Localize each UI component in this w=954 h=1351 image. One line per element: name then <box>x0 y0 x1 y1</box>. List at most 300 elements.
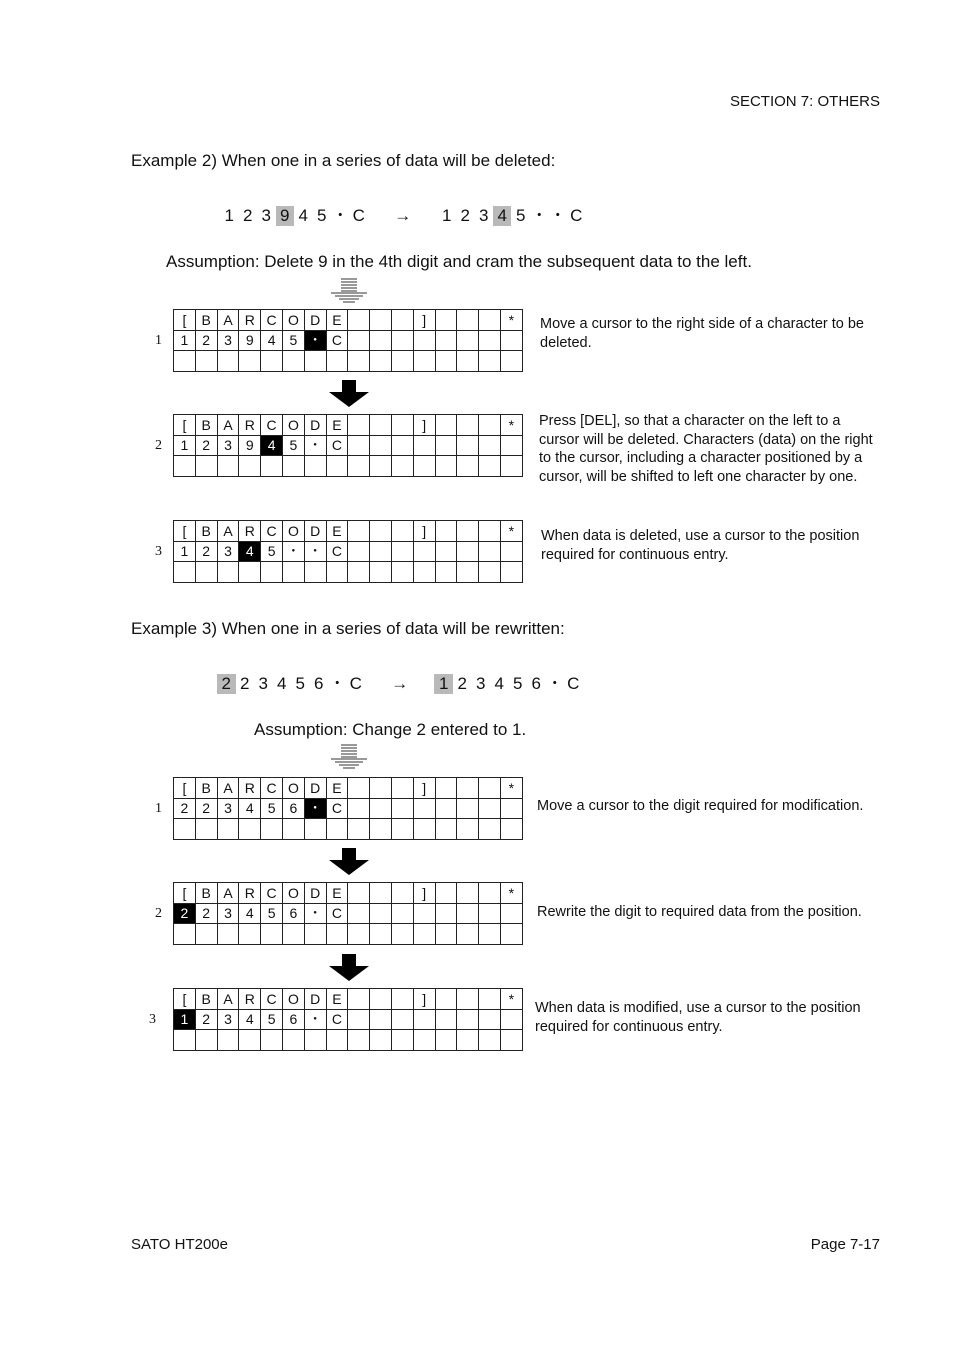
lcd-cell: 3 <box>217 798 239 819</box>
lcd-cell <box>413 819 435 840</box>
lcd-cell <box>174 562 196 583</box>
lcd-cell <box>348 541 370 562</box>
lcd-cell: * <box>500 521 522 542</box>
lcd-cell <box>391 435 413 456</box>
sequence-char: 3 <box>261 206 271 225</box>
lcd-cell <box>217 456 239 477</box>
example2-assumption: Assumption: Delete 9 in the 4th digit and cram the subsequent data to the left. <box>166 252 752 271</box>
sequence-char: C <box>567 674 580 693</box>
lcd-cell <box>435 415 457 436</box>
lcd-cell <box>348 989 370 1010</box>
lcd-cell <box>195 924 217 945</box>
striped-down-arrow-icon <box>327 743 371 771</box>
lcd-cell <box>479 415 501 436</box>
lcd-cell <box>348 924 370 945</box>
step-description: Move a cursor to the digit required for modification. <box>537 798 864 814</box>
down-arrow-icon <box>327 954 371 982</box>
example3-sequence-before <box>217 669 365 694</box>
lcd-cell: 2 <box>195 330 217 351</box>
example3-title: Example 3) When one in a series of data will be rewritten: <box>131 619 565 638</box>
lcd-row <box>174 562 523 583</box>
lcd-cell: ] <box>413 989 435 1010</box>
lcd-cell <box>457 521 479 542</box>
lcd-cell <box>370 798 392 819</box>
sequence-char: 4 <box>298 206 308 225</box>
lcd-cell <box>217 1030 239 1051</box>
lcd-cell: 5 <box>261 903 283 924</box>
footer-page-number: Page 7-17 <box>810 1236 880 1253</box>
lcd-cell <box>391 924 413 945</box>
lcd-row <box>174 521 523 542</box>
lcd-cell <box>282 1030 304 1051</box>
lcd-cell: E <box>326 883 348 904</box>
lcd-cell: C <box>261 778 283 799</box>
lcd-cell <box>304 924 326 945</box>
lcd-cell <box>217 924 239 945</box>
lcd-cell <box>282 924 304 945</box>
lcd-cell: R <box>239 989 261 1010</box>
lcd-cell <box>217 351 239 372</box>
lcd-cell <box>370 562 392 583</box>
lcd-cell <box>174 351 196 372</box>
step-description: Press [DEL], so that a character on the left to a cursor will be deleted. Characters (data) on the right to the cursor, including a character positioned by a cursor, will be shifted to left one character by one. <box>539 413 873 485</box>
lcd-cell <box>457 989 479 1010</box>
lcd-cursor-cell: 2 <box>174 903 196 924</box>
lcd-cell: 2 <box>174 798 196 819</box>
lcd-cell <box>500 456 522 477</box>
lcd-cell <box>348 562 370 583</box>
lcd-cell <box>435 310 457 331</box>
lcd-cell <box>457 541 479 562</box>
lcd-cell: A <box>217 310 239 331</box>
lcd-cell: D <box>304 883 326 904</box>
lcd-cursor-cell: ・ <box>304 330 326 351</box>
lcd-cell: E <box>326 989 348 1010</box>
lcd-cell: * <box>500 989 522 1010</box>
lcd-cell: * <box>500 415 522 436</box>
lcd-screen-grid <box>173 988 523 1051</box>
lcd-cell: 1 <box>174 541 196 562</box>
striped-down-arrow-icon <box>327 277 371 305</box>
lcd-cell <box>326 351 348 372</box>
lcd-screen-grid <box>173 414 523 477</box>
lcd-cell <box>261 1030 283 1051</box>
lcd-cell <box>348 819 370 840</box>
lcd-cell: 3 <box>217 330 239 351</box>
lcd-cell: O <box>282 521 304 542</box>
down-arrow-icon <box>327 848 371 876</box>
lcd-cell <box>348 1030 370 1051</box>
sequence-char: 1 <box>224 206 234 225</box>
lcd-row <box>174 924 523 945</box>
lcd-cell <box>391 1030 413 1051</box>
lcd-cell: E <box>326 415 348 436</box>
lcd-cell <box>435 778 457 799</box>
lcd-cell <box>435 819 457 840</box>
lcd-cell <box>457 924 479 945</box>
lcd-cell <box>261 819 283 840</box>
lcd-cell: 6 <box>282 798 304 819</box>
lcd-cell <box>457 330 479 351</box>
lcd-cell <box>195 562 217 583</box>
lcd-cell <box>457 310 479 331</box>
sequence-char: 3 <box>475 674 486 693</box>
lcd-cell <box>261 562 283 583</box>
step-description: When data is modified, use a cursor to the position required for continuous entry. <box>535 1000 861 1035</box>
lcd-cell <box>282 562 304 583</box>
lcd-cell <box>326 1030 348 1051</box>
lcd-cell <box>239 351 261 372</box>
lcd-cell <box>348 330 370 351</box>
sequence-char: C <box>570 206 583 225</box>
lcd-cell <box>479 521 501 542</box>
lcd-cell <box>457 819 479 840</box>
sequence-char: C <box>352 206 365 225</box>
lcd-row <box>174 310 523 331</box>
lcd-cell <box>370 541 392 562</box>
lcd-cell <box>391 798 413 819</box>
lcd-cell: 6 <box>282 1009 304 1030</box>
example3-assumption: Assumption: Change 2 entered to 1. <box>254 720 527 739</box>
lcd-cell <box>435 903 457 924</box>
lcd-cell <box>370 415 392 436</box>
lcd-cell <box>413 562 435 583</box>
lcd-cell: C <box>326 435 348 456</box>
sequence-char: 2 <box>457 674 467 693</box>
arrow-right-icon: → <box>391 674 409 693</box>
lcd-cell: 3 <box>217 1009 239 1030</box>
lcd-cell: 5 <box>261 541 283 562</box>
lcd-cell: O <box>282 310 304 331</box>
lcd-cell <box>500 924 522 945</box>
lcd-cell: 2 <box>195 1009 217 1030</box>
lcd-row <box>174 1009 523 1030</box>
lcd-cell <box>174 456 196 477</box>
lcd-row <box>174 330 523 351</box>
lcd-cell: 5 <box>282 435 304 456</box>
lcd-cell: B <box>195 310 217 331</box>
lcd-row <box>174 819 523 840</box>
lcd-cell: D <box>304 310 326 331</box>
lcd-cell <box>174 819 196 840</box>
lcd-cell <box>413 1030 435 1051</box>
lcd-row <box>174 456 523 477</box>
lcd-cell <box>435 798 457 819</box>
lcd-cell <box>282 351 304 372</box>
lcd-cell <box>348 778 370 799</box>
lcd-cell <box>174 1030 196 1051</box>
lcd-cell <box>457 798 479 819</box>
lcd-cell <box>391 415 413 436</box>
lcd-cell: [ <box>174 778 196 799</box>
sequence-char: 2 <box>460 206 470 225</box>
lcd-cell: 3 <box>217 541 239 562</box>
sequence-char: 2 <box>240 674 250 693</box>
lcd-cell <box>500 903 522 924</box>
lcd-cell <box>457 1030 479 1051</box>
lcd-cell <box>479 562 501 583</box>
lcd-row <box>174 351 523 372</box>
sequence-char: 6 <box>531 674 541 693</box>
lcd-cell <box>391 330 413 351</box>
lcd-cell: ] <box>413 415 435 436</box>
step-description: Move a cursor to the right side of a character to be deleted. <box>540 316 864 351</box>
lcd-cell <box>391 456 413 477</box>
lcd-cell <box>457 415 479 436</box>
lcd-cell <box>479 903 501 924</box>
lcd-cell <box>239 456 261 477</box>
lcd-cell: C <box>326 541 348 562</box>
lcd-cell <box>370 330 392 351</box>
lcd-cell <box>391 310 413 331</box>
lcd-cell <box>479 310 501 331</box>
sequence-char: ・ <box>530 206 548 225</box>
lcd-cell <box>457 456 479 477</box>
lcd-cursor-cell: 1 <box>174 1009 196 1030</box>
sequence-char: 1 <box>441 206 452 225</box>
lcd-cell <box>195 1030 217 1051</box>
lcd-cell <box>413 1009 435 1030</box>
lcd-cell: O <box>282 415 304 436</box>
lcd-cell <box>304 456 326 477</box>
lcd-cell <box>370 351 392 372</box>
lcd-cell <box>435 330 457 351</box>
lcd-cell <box>304 351 326 372</box>
lcd-cell <box>348 310 370 331</box>
lcd-cell: 6 <box>282 903 304 924</box>
sequence-char: 1 <box>434 674 453 694</box>
lcd-cell <box>391 819 413 840</box>
sequence-char: 6 <box>314 674 324 693</box>
lcd-cell: 2 <box>195 435 217 456</box>
sequence-char: 2 <box>243 206 253 225</box>
lcd-cell <box>370 521 392 542</box>
example2-sequence <box>220 201 585 226</box>
lcd-cell: [ <box>174 310 196 331</box>
lcd-cell <box>479 1009 501 1030</box>
lcd-cell: A <box>217 883 239 904</box>
lcd-cursor-cell: ・ <box>304 798 326 819</box>
sequence-char: 9 <box>276 206 295 226</box>
lcd-cell: R <box>239 778 261 799</box>
lcd-cell <box>391 778 413 799</box>
example2-sequence-after <box>437 201 585 226</box>
lcd-cell: A <box>217 989 239 1010</box>
lcd-cell: 2 <box>195 541 217 562</box>
step-number: 2 <box>155 906 162 921</box>
lcd-cell <box>435 562 457 583</box>
lcd-cell <box>457 1009 479 1030</box>
sequence-char: 5 <box>317 206 327 225</box>
sequence-char: ・ <box>549 206 567 225</box>
lcd-cell <box>413 456 435 477</box>
lcd-cell <box>217 562 239 583</box>
lcd-cell <box>500 798 522 819</box>
lcd-cell <box>348 798 370 819</box>
lcd-cell <box>479 798 501 819</box>
lcd-cell <box>348 435 370 456</box>
sequence-char: C <box>349 674 362 693</box>
lcd-cell <box>500 541 522 562</box>
lcd-cell: 9 <box>239 435 261 456</box>
lcd-cell <box>435 435 457 456</box>
step-number: 3 <box>149 1012 156 1027</box>
sequence-char: 3 <box>258 674 268 693</box>
lcd-cell: A <box>217 415 239 436</box>
lcd-cell: ] <box>413 310 435 331</box>
lcd-cell <box>500 351 522 372</box>
lcd-cell: A <box>217 521 239 542</box>
lcd-cell: 9 <box>239 330 261 351</box>
lcd-cell: A <box>217 778 239 799</box>
lcd-cell <box>239 1030 261 1051</box>
lcd-screen-grid <box>173 882 523 945</box>
lcd-cell: 2 <box>195 903 217 924</box>
lcd-cell <box>261 351 283 372</box>
lcd-cell <box>413 798 435 819</box>
lcd-cell: 4 <box>239 798 261 819</box>
lcd-cell <box>348 903 370 924</box>
lcd-cell: 5 <box>261 1009 283 1030</box>
lcd-row <box>174 1030 523 1051</box>
lcd-cell: ] <box>413 883 435 904</box>
lcd-cell: C <box>326 1009 348 1030</box>
lcd-cell: C <box>261 989 283 1010</box>
section-header: SECTION 7: OTHERS <box>729 93 880 110</box>
lcd-cell <box>326 819 348 840</box>
lcd-cell <box>326 456 348 477</box>
lcd-cell <box>457 778 479 799</box>
lcd-cell <box>348 521 370 542</box>
step-number: 2 <box>155 438 162 453</box>
step-number: 3 <box>155 544 162 559</box>
lcd-cell <box>348 883 370 904</box>
lcd-cell: [ <box>174 883 196 904</box>
lcd-cursor-cell: 4 <box>239 541 261 562</box>
lcd-cell <box>413 541 435 562</box>
lcd-cell <box>413 435 435 456</box>
lcd-cell <box>479 778 501 799</box>
lcd-cell <box>479 435 501 456</box>
lcd-cell: D <box>304 778 326 799</box>
lcd-cell <box>370 924 392 945</box>
lcd-cell: C <box>326 903 348 924</box>
lcd-cell <box>391 521 413 542</box>
lcd-cell: E <box>326 778 348 799</box>
lcd-cell: C <box>261 415 283 436</box>
lcd-cell <box>500 1009 522 1030</box>
lcd-cell <box>391 562 413 583</box>
lcd-cell: 3 <box>217 435 239 456</box>
step-description: When data is deleted, use a cursor to the position required for continuous entry. <box>541 528 860 563</box>
lcd-cell <box>500 1030 522 1051</box>
lcd-cell <box>370 819 392 840</box>
lcd-cell <box>500 819 522 840</box>
lcd-cell <box>239 562 261 583</box>
lcd-cell <box>435 883 457 904</box>
lcd-cell: 5 <box>282 330 304 351</box>
lcd-cell <box>500 435 522 456</box>
sequence-char: ・ <box>546 674 564 693</box>
lcd-cell: * <box>500 883 522 904</box>
lcd-cursor-cell: 4 <box>261 435 283 456</box>
lcd-cell <box>500 330 522 351</box>
lcd-cell <box>413 924 435 945</box>
lcd-cell: ・ <box>304 1009 326 1030</box>
lcd-screen-grid <box>173 777 523 840</box>
lcd-cell <box>370 1030 392 1051</box>
lcd-cell <box>457 435 479 456</box>
lcd-cell <box>304 562 326 583</box>
lcd-cell <box>326 562 348 583</box>
lcd-cell <box>370 883 392 904</box>
step-number: 1 <box>155 801 162 816</box>
lcd-cell <box>370 989 392 1010</box>
lcd-cell: 4 <box>239 903 261 924</box>
lcd-cell <box>500 562 522 583</box>
lcd-cell: O <box>282 883 304 904</box>
lcd-cell: 1 <box>174 435 196 456</box>
lcd-cell: 5 <box>261 798 283 819</box>
lcd-cell <box>370 435 392 456</box>
lcd-row <box>174 778 523 799</box>
lcd-cell <box>282 819 304 840</box>
lcd-cell: B <box>195 883 217 904</box>
lcd-cell <box>348 351 370 372</box>
lcd-cell <box>435 1030 457 1051</box>
lcd-cell <box>479 541 501 562</box>
lcd-cell: 4 <box>261 330 283 351</box>
lcd-cell <box>282 456 304 477</box>
lcd-cell <box>479 456 501 477</box>
lcd-cell: R <box>239 883 261 904</box>
lcd-screen-grid <box>173 520 523 583</box>
lcd-cell <box>457 351 479 372</box>
lcd-cell: E <box>326 310 348 331</box>
lcd-cell: O <box>282 989 304 1010</box>
lcd-cell: D <box>304 521 326 542</box>
lcd-cell <box>370 310 392 331</box>
lcd-cell <box>435 521 457 542</box>
lcd-cell <box>391 883 413 904</box>
lcd-cell <box>370 778 392 799</box>
lcd-cell <box>391 541 413 562</box>
lcd-row <box>174 415 523 436</box>
lcd-cell: 4 <box>239 1009 261 1030</box>
lcd-row <box>174 435 523 456</box>
lcd-cell <box>391 989 413 1010</box>
sequence-char: 5 <box>515 206 526 225</box>
lcd-cell: R <box>239 310 261 331</box>
sequence-char: 4 <box>493 206 512 226</box>
lcd-cell <box>413 903 435 924</box>
lcd-cell <box>304 819 326 840</box>
lcd-cell <box>479 1030 501 1051</box>
lcd-cell <box>457 903 479 924</box>
lcd-cell <box>435 541 457 562</box>
lcd-cell <box>479 924 501 945</box>
lcd-cell: C <box>326 330 348 351</box>
example3-sequence-after <box>434 669 582 694</box>
sequence-char: 5 <box>512 674 523 693</box>
lcd-cell: 1 <box>174 330 196 351</box>
lcd-cell <box>239 924 261 945</box>
lcd-cell: ・ <box>304 541 326 562</box>
lcd-cell <box>435 1009 457 1030</box>
lcd-cell <box>457 562 479 583</box>
lcd-row <box>174 883 523 904</box>
lcd-cell <box>348 1009 370 1030</box>
